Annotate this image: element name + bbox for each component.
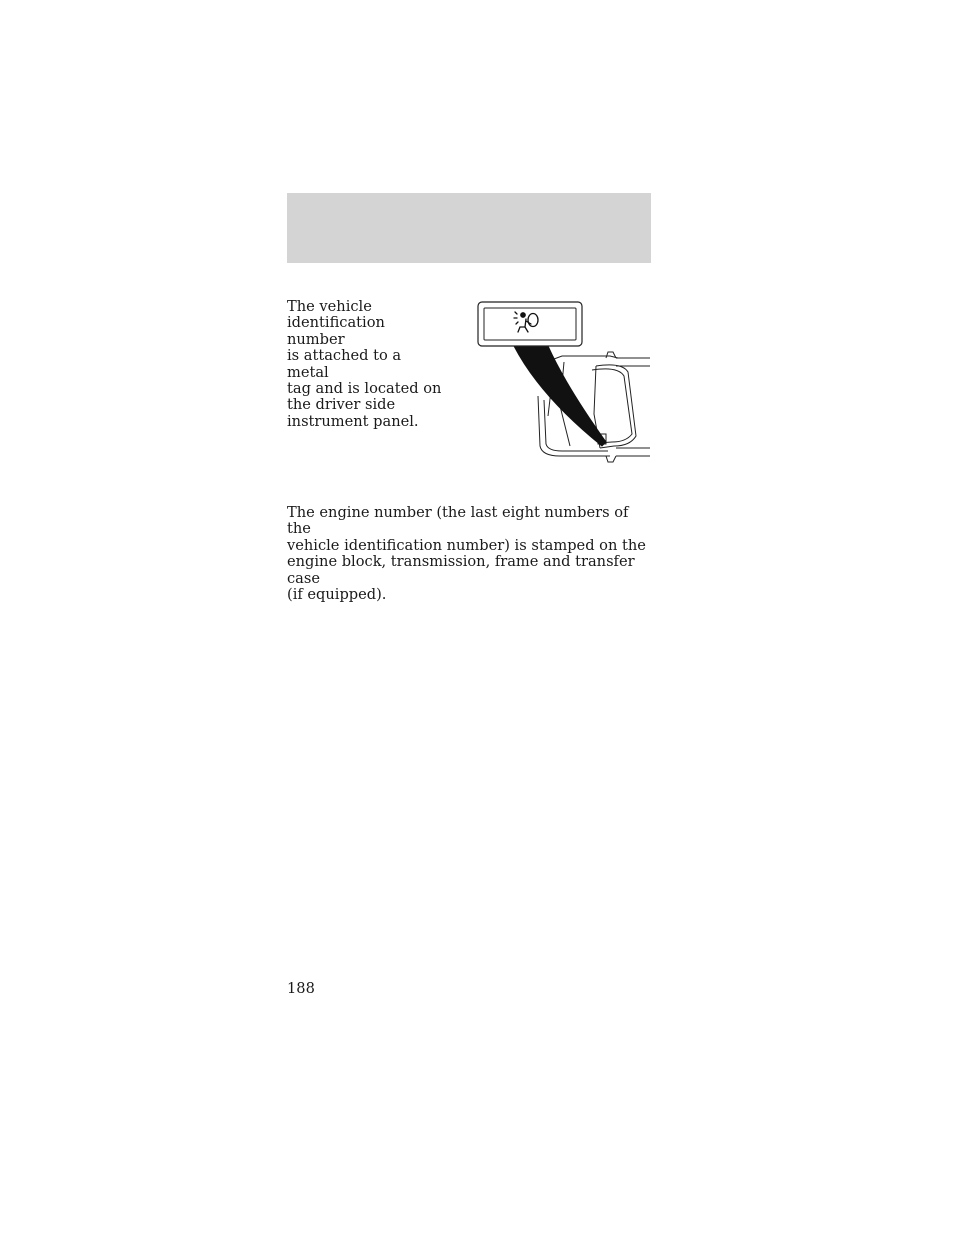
vin-location-illustration <box>470 296 652 468</box>
page-number: 188 <box>287 980 315 997</box>
vin-location-paragraph: The vehicle identification number is attached to a metal tag and is located on the driver side instrument panel. <box>287 298 442 430</box>
engine-number-paragraph: The engine number (the last eight numbers of the vehicle identification number) is stamped on the engine block, transmission, frame and transfer case (if equipped). <box>287 504 646 604</box>
section-header-band <box>287 193 651 263</box>
callout-pointer <box>514 346 606 446</box>
